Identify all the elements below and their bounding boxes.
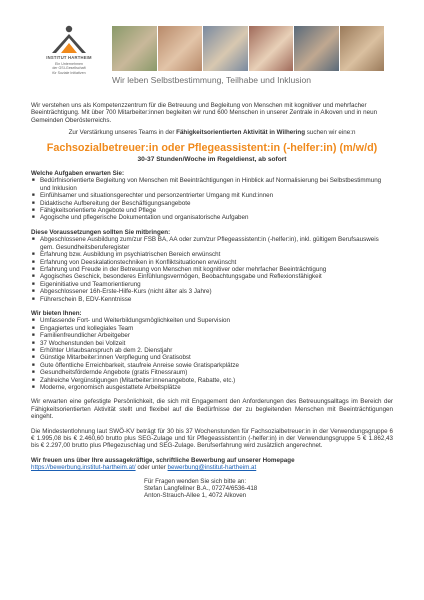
contact-line: Für Fragen wenden Sie sich bitte an: — [144, 477, 247, 485]
list-item: ■ Günstige Mitarbeiter:innen Verpflegung und Gratisobst — [31, 354, 393, 361]
list-item: ■ Agogische und pflegerische Dokumentation und organisatorische Aufgaben — [31, 214, 393, 221]
list-item: ■ Moderne, ergonomisch ausgestattete Arbeitsplätze — [31, 384, 393, 391]
list-item: ■ Engagiertes und kollegiales Team — [31, 325, 393, 332]
logo-subtitle-line: Ein Unternehmen — [55, 62, 83, 66]
list-item: ■ Eigeninitiative und Teamorientierung — [31, 281, 393, 288]
photo-4 — [249, 26, 294, 71]
list-item: ■ Umfassende Fort- und Weiterbildungsmöglichkeiten und Supervision — [31, 317, 393, 324]
application-portal-link[interactable]: https://bewerbung.institut-hartheim.at/ — [31, 464, 136, 472]
logo-name: INSTITUT HARTHEIM — [46, 55, 92, 60]
list-item: ■ Bedürfnisorientierte Begleitung von Menschen mit Beeinträchtigungen in Hinblick auf Normalisierung bei Selbstbestimmung und Inklusion — [31, 177, 393, 192]
section-benefits — [31, 310, 393, 391]
reinforcement-text — [31, 129, 393, 136]
job-hours: 30-37 Stunden/Woche im Regeldienst, ab sofort — [137, 155, 287, 163]
tagline: Wir leben Selbstbestimmung, Teilhabe und Inklusion — [112, 75, 312, 85]
photo-2 — [158, 26, 203, 71]
list-item: ■ Erfahrung und Freude in der Betreuung von Menschen mit kognitiver oder mehrfacher Beeinträchtigung — [31, 266, 393, 273]
list-item: ■ Einfühlsamer und situationsgerechter und personzentrierter Umgang mit Kund:innen — [31, 192, 393, 199]
list-item: ■ Führerschein B, EDV-Kenntnisse — [31, 296, 393, 303]
reinforcement-unit: Fähigkeitsorientierten Aktivität in Wilhering — [176, 129, 306, 137]
institut-hartheim-logo[interactable] — [44, 24, 94, 86]
list-item: ■ Erhöhter Urlaubsanspruch ab dem 2. Dienstjahr — [31, 347, 393, 354]
contact-block — [144, 478, 393, 500]
list-item: ■ Didaktische Aufbereitung der Beschäftigungsangebote — [31, 200, 393, 207]
links-separator: oder unter — [135, 464, 168, 472]
logo-subtitle-line: für Soziale Initiativen — [52, 70, 86, 75]
section-title: Welche Aufgaben erwarten Sie: — [31, 170, 125, 178]
logo-subtitle-line: der GSI-Gesellschaft — [52, 66, 86, 71]
intro-text: Wir verstehen uns als Kompetenzzentrum für die Betreuung und Begleitung von Menschen mit kognitiver und mehrfacher Beeinträchtigung. Mit über 700 Mitarbeiter:innen begleiten wir rund 600 Menschen in unserer Zentrale in Alkoven und in neun Gemeinden Oberösterreichs. — [31, 102, 378, 124]
contact-line: Stefan Langfellner B.A., 07274/6536-418 — [144, 485, 258, 493]
section-requirements — [31, 229, 393, 303]
list-item: ■ Abgeschlossener 16h-Erste-Hilfe-Kurs (nicht älter als 3 Jahre) — [31, 288, 393, 295]
photo-5 — [294, 26, 339, 71]
list-item: ■ Gute öffentliche Erreichbarkeit, staufreie Anreise sowie Gratisparkplätze — [31, 362, 393, 369]
reinforcement-post: suchen wir eine:n — [305, 129, 356, 137]
list-item: ■ Zahlreiche Vergünstigungen (Mitarbeiter:innenangebote, Rabatte, etc.) — [31, 377, 393, 384]
application-links — [31, 464, 393, 471]
application-email-link[interactable]: bewerbung@institut-hartheim.at — [167, 464, 257, 472]
list-item: ■ 37 Wochenstunden bei Vollzeit — [31, 340, 393, 347]
contact-line: Anton-Strauch-Allee 1, 4072 Alkoven — [144, 492, 247, 500]
section-title: Wir bieten Ihnen: — [31, 309, 82, 317]
list-item: ■ Erfahrung von Deeskalationstechniken in Konfliktsituationen erwünscht — [31, 259, 393, 266]
photo-strip — [112, 26, 384, 71]
section-tasks — [31, 170, 393, 222]
job-title: Fachsozialbetreuer:in oder Pflegeassistent:in (-helfer:in) (m/w/d) — [46, 141, 378, 154]
task-list — [31, 177, 393, 221]
application-headline: Wir freuen uns über Ihre aussagekräftige, schriftliche Bewerbung auf unserer Homepage — [31, 456, 295, 464]
list-item: ■ Abgeschlossene Ausbildung zum/zur FSB BA, AA oder zum/zur Pflegeassistent:in (-helfer:in), inkl. gültigem Berufsausweis gem. Gesundheitsberuferegister — [31, 236, 393, 251]
list-item: ■ Fähigkeitsorientierte Angebote und Pflege — [31, 207, 393, 214]
header — [0, 0, 424, 90]
expectation-paragraph: Wir erwarten eine gefestigte Persönlichkeit, die sich mit Engagement den Anforderungen des Betreuungsalltags im Bereich der Fähigkeitsorientierten Aktivität stellt und flexibel auf die Bedürfnisse der zu begleitenden Menschen mit Beeinträchtigungen eingeht. — [31, 398, 393, 421]
salary-paragraph: Die Mindestentlohnung laut SWÖ-KV beträgt für 30 bis 37 Wochenstunden für Fachsozialbetreuer:in in der Verwendungsgruppe 6 € 1.995,08 bis € 2.460,60 brutto plus SEG-Zulage und für Pflegeassistent:in (-helfer:in) in der Verwendungsgruppe 5 € 1.862,43 bis € 2.297,00 brutto plus Pflegezuschlag und SEG-Zulage. Berufserfahrung wird zusätzlich angerechnet. — [31, 427, 393, 450]
list-item: ■ Familienfreundlicher Arbeitgeber — [31, 332, 393, 339]
reinforcement-pre: Zur Verstärkung unseres Teams in der — [68, 129, 177, 137]
benefit-list — [31, 317, 393, 391]
photo-6 — [340, 26, 385, 71]
requirement-list — [31, 236, 393, 303]
list-item: ■ Erfahrung bzw. Ausbildung im psychiatrischen Bereich erwünscht — [31, 251, 393, 258]
photo-3 — [203, 26, 248, 71]
logo-mark-icon — [44, 24, 94, 54]
photo-1 — [112, 26, 157, 71]
section-title: Diese Voraussetzungen sollten Sie mitbringen: — [31, 228, 171, 236]
job-posting — [31, 102, 393, 500]
list-item: ■ Gesundheitsfördernde Angebote (gratis Fitnessraum) — [31, 369, 393, 376]
logo-subtitle — [44, 62, 94, 75]
list-item: ■ Agogisches Geschick, besonderes Einfühlungsvermögen, Beobachtungsgabe und Reflexionsfähigkeit — [31, 273, 393, 280]
